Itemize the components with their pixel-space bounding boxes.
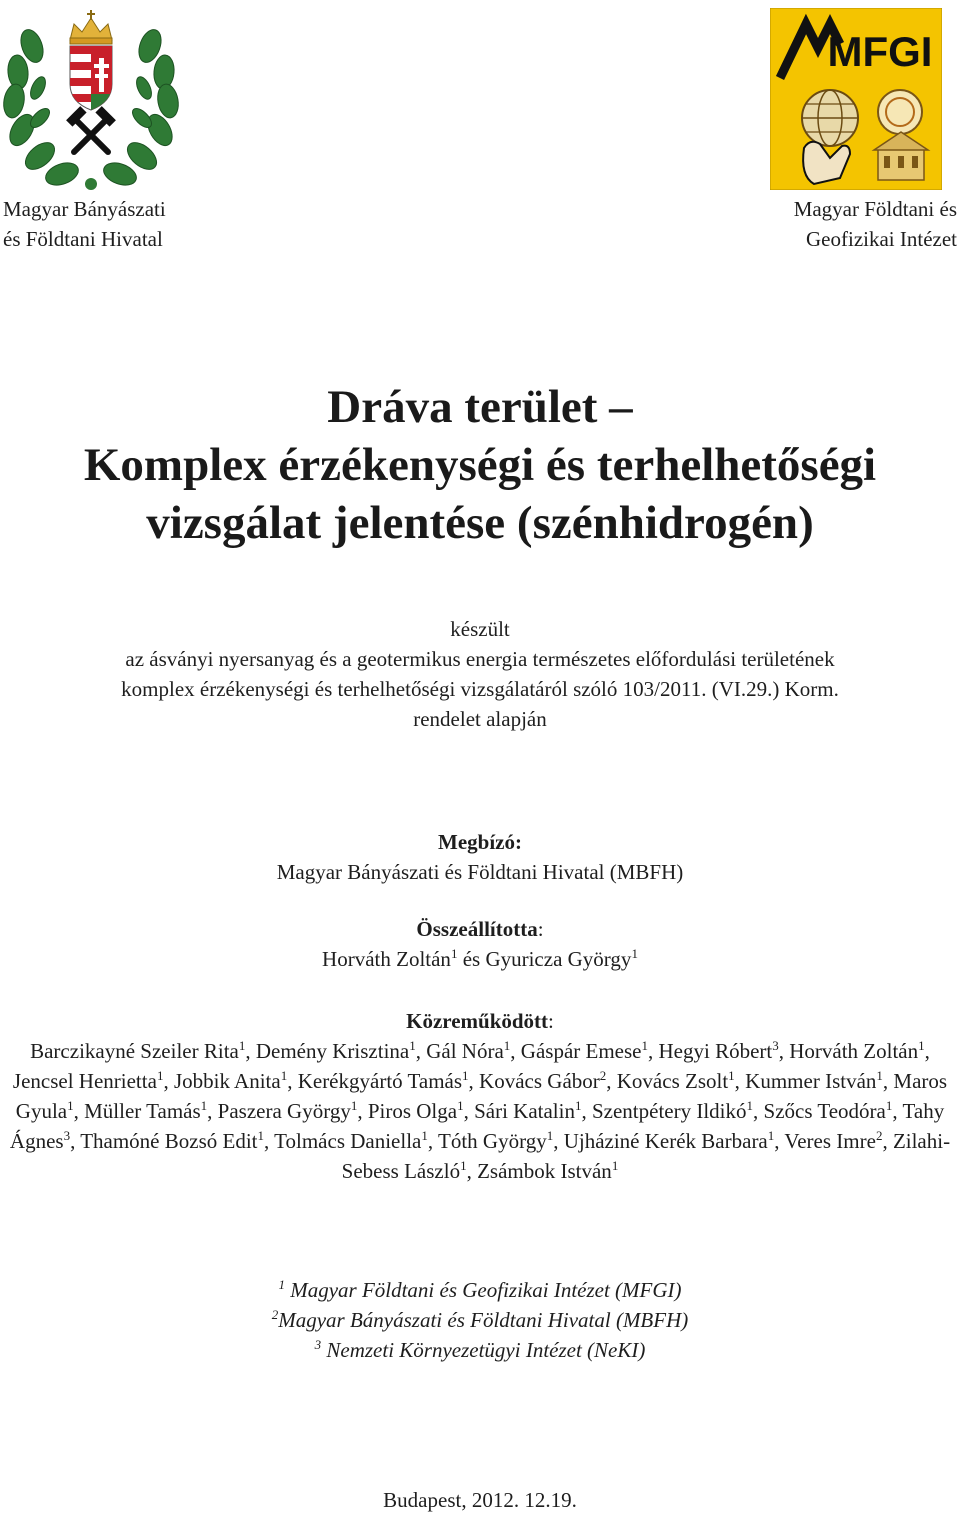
contributor-affiliation-mark: 1	[460, 1158, 467, 1173]
contributors-list	[0, 1036, 960, 1186]
affiliation-text: Magyar Bányászati és Földtani Hivatal (MBFH)	[278, 1308, 689, 1332]
right-org-line-1: Magyar Földtani és	[793, 197, 957, 221]
contributor-affiliation-mark: 1	[885, 1098, 893, 1113]
contributor-name: Tahy Ágnes	[9, 1099, 945, 1153]
contributor-name: Horváth Zoltán	[789, 1039, 919, 1063]
contributor-name: Paszera György	[217, 1099, 351, 1123]
contributor-separator: ,	[427, 1129, 438, 1153]
contributor-affiliation-mark: 1	[457, 1098, 464, 1113]
left-org-line-1: Magyar Bányászati	[3, 197, 166, 221]
contributor-separator: ,	[734, 1069, 746, 1093]
basis-line-1: készült	[450, 617, 510, 641]
title-line-3: vizsgálat jelentése (szénhidrogén)	[146, 497, 814, 549]
contributor-name: Szőcs Teodóra	[763, 1099, 886, 1123]
contributor-affiliation-mark: 1	[156, 1068, 164, 1083]
document-title	[0, 378, 960, 552]
compiled-heading	[0, 914, 960, 944]
contributor-name: Kovács Gábor	[479, 1069, 600, 1093]
contributor-affiliation-mark: 1	[746, 1098, 754, 1113]
contributor-name: Demény Krisztina	[255, 1039, 410, 1063]
contributor-affiliation-mark: 1	[67, 1098, 74, 1113]
contributor-separator: ,	[892, 1099, 903, 1123]
contrib-colon: :	[548, 1009, 554, 1033]
contributor-separator: ,	[466, 1159, 478, 1183]
contributor-separator: ,	[264, 1129, 275, 1153]
right-organization-name	[794, 194, 957, 254]
client-section	[0, 827, 960, 887]
contributor-affiliation-mark: 3	[772, 1038, 779, 1053]
contributor-separator: ,	[882, 1129, 893, 1153]
compiled-colon: :	[537, 917, 544, 941]
contributor-separator: ,	[245, 1039, 256, 1063]
contributor-affiliation-mark: 1	[503, 1038, 511, 1053]
contributor-affiliation-mark: 1	[546, 1128, 554, 1143]
basis-line-3: komplex érzékenységi és terhelhetőségi vizsgálatáról szóló 103/2011. (VI.29.) Korm.	[121, 677, 839, 701]
contributor-affiliation-mark: 2	[875, 1128, 883, 1143]
contributor-name: Veres Imre	[784, 1129, 876, 1153]
contributor-affiliation-mark: 1	[462, 1068, 469, 1083]
client-value: Magyar Bányászati és Földtani Hivatal (MBFH)	[276, 860, 684, 884]
affiliation-row	[0, 1275, 960, 1305]
author-name: Gyuricza György	[485, 947, 632, 971]
affiliation-number: 1	[278, 1277, 285, 1292]
contrib-label: Közreműködött	[406, 1009, 549, 1033]
contributors-section	[0, 1006, 960, 1186]
contrib-heading	[0, 1006, 960, 1036]
contributor-name: Zsámbok István	[477, 1159, 612, 1183]
legal-basis	[0, 614, 960, 734]
author-affiliation-mark: 1	[631, 946, 638, 961]
contributor-name: Gáspár Emese	[520, 1039, 642, 1063]
contributor-separator: ,	[510, 1039, 521, 1063]
affiliation-row	[0, 1335, 960, 1365]
mbfh-logo	[2, 6, 180, 194]
compiled-section	[0, 914, 960, 974]
contributor-separator: ,	[924, 1039, 930, 1063]
contributor-name: Kummer István	[745, 1069, 877, 1093]
contributor-affiliation-mark: 1	[280, 1068, 288, 1083]
contributor-affiliation-mark: 1	[257, 1128, 265, 1143]
author-name: Horváth Zoltán	[322, 947, 451, 971]
affiliations	[0, 1275, 960, 1365]
affiliation-text: Magyar Földtani és Geofizikai Intézet (MFGI)	[284, 1278, 682, 1302]
contributor-name: Tolmács Daniella	[274, 1129, 422, 1153]
contributor-name: Piros Olga	[367, 1099, 458, 1123]
contributor-name: Szentpétery Ildikó	[591, 1099, 747, 1123]
contributor-name: Tóth György	[438, 1129, 547, 1153]
contributor-separator: ,	[415, 1039, 427, 1063]
contributor-affiliation-mark: 3	[63, 1128, 71, 1143]
contributor-name: Zilahi-Sebess László	[341, 1129, 951, 1183]
compiled-label: Összeállította	[416, 917, 538, 941]
contributor-name: Jencsel Henrietta	[12, 1069, 157, 1093]
mfgi-logo-icon	[770, 8, 942, 190]
contributor-separator: ,	[73, 1099, 85, 1123]
contributor-affiliation-mark: 1	[918, 1038, 925, 1053]
contributor-separator: ,	[753, 1099, 764, 1123]
contributor-name: Barczikayné Szeiler Rita	[30, 1039, 239, 1063]
contributor-affiliation-mark: 1	[876, 1068, 883, 1083]
left-organization-name	[3, 194, 166, 254]
contributor-separator: ,	[778, 1039, 790, 1063]
mfgi-logo	[770, 8, 942, 190]
contributor-name: Müller Tamás	[84, 1099, 201, 1123]
right-org-line-2: Geofizikai Intézet	[806, 227, 957, 251]
contributor-name: Hegyi Róbert	[658, 1039, 773, 1063]
client-label: Megbízó:	[438, 830, 522, 854]
affiliation-number: 2	[271, 1307, 279, 1322]
contributor-affiliation-mark: 2	[599, 1068, 607, 1083]
contributor-separator: ,	[207, 1099, 218, 1123]
contributor-name: Thamóné Bozsó Edit	[80, 1129, 258, 1153]
title-line-1: Dráva terület –	[327, 381, 633, 433]
contributor-separator: ,	[468, 1069, 480, 1093]
contributor-affiliation-mark: 1	[200, 1098, 208, 1113]
hungarian-coat-of-arms-wreath-icon	[2, 6, 180, 194]
contributor-separator: ,	[774, 1129, 785, 1153]
contributor-affiliation-mark: 1	[409, 1038, 416, 1053]
mfgi-logo-text: MFGI	[827, 28, 933, 75]
affiliation-text: Nemzeti Környezetügyi Intézet (NeKI)	[321, 1338, 646, 1362]
affiliation-row	[0, 1305, 960, 1335]
contributor-affiliation-mark: 1	[728, 1068, 735, 1083]
compiled-authors	[0, 944, 960, 974]
contributor-name: Ujháziné Kerék Barbara	[563, 1129, 768, 1153]
basis-line-2: az ásványi nyersanyag és a geotermikus energia természetes előfordulási területének	[125, 647, 835, 671]
contributor-separator: ,	[70, 1129, 81, 1153]
contributor-separator: ,	[581, 1099, 592, 1123]
contributor-affiliation-mark: 1	[350, 1098, 358, 1113]
contributor-affiliation-mark: 1	[641, 1038, 648, 1053]
title-line-2: Komplex érzékenységi és terhelhetőségi	[83, 439, 877, 491]
contributor-separator: ,	[882, 1069, 894, 1093]
contributor-separator: ,	[553, 1129, 564, 1153]
place-date: Budapest, 2012. 12.19.	[383, 1488, 577, 1512]
contributor-separator: ,	[287, 1069, 298, 1093]
contributor-name: Kerékgyártó Tamás	[297, 1069, 463, 1093]
author-affiliation-mark: 1	[450, 946, 458, 961]
contributor-name: Jobbik Anita	[173, 1069, 281, 1093]
contributor-separator: ,	[357, 1099, 368, 1123]
contributor-affiliation-mark: 1	[238, 1038, 246, 1053]
contributor-name: Kovács Zsolt	[616, 1069, 729, 1093]
contributor-separator: ,	[163, 1069, 174, 1093]
basis-line-4: rendelet alapján	[413, 707, 547, 731]
contributor-name: Maros Gyula	[15, 1069, 948, 1123]
contributor-separator: ,	[463, 1099, 475, 1123]
left-org-line-2: és Földtani Hivatal	[3, 227, 163, 251]
contributor-separator: ,	[648, 1039, 659, 1063]
contributor-affiliation-mark: 1	[767, 1128, 775, 1143]
contributor-affiliation-mark: 1	[611, 1158, 619, 1173]
contributor-affiliation-mark: 1	[421, 1128, 428, 1143]
contributor-name: Gál Nóra	[426, 1039, 504, 1063]
contributor-affiliation-mark: 1	[574, 1098, 582, 1113]
author-separator: és	[457, 947, 486, 971]
contributor-separator: ,	[606, 1069, 617, 1093]
affiliation-number: 3	[314, 1337, 322, 1352]
contributor-name: Sári Katalin	[474, 1099, 575, 1123]
